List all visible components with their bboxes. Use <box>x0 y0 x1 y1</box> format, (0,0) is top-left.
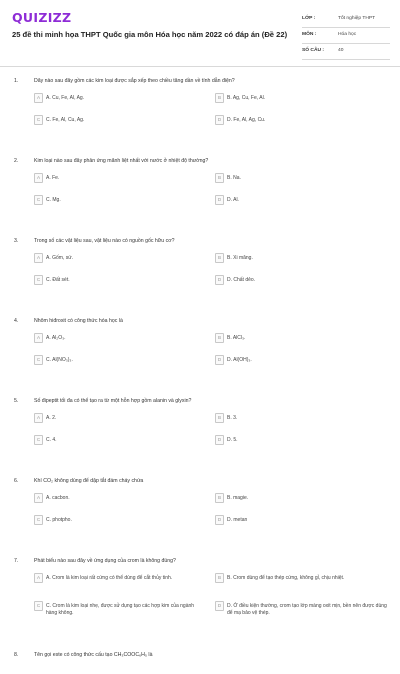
option-text: A. Al₂O₃. <box>46 335 66 341</box>
question-number: 8. <box>14 652 19 658</box>
option-text: B. Xi măng. <box>227 255 253 261</box>
meta-label: MÔN : <box>302 32 317 37</box>
option-badge: B <box>215 253 224 263</box>
option-text: B. AlCl₃. <box>227 335 246 341</box>
option-badge: C <box>34 275 43 285</box>
option-badge: C <box>34 115 43 125</box>
option-badge: B <box>215 173 224 183</box>
question-list <box>0 78 400 674</box>
option-text: D. Fe, Al, Ag, Cu. <box>227 117 266 123</box>
option-badge: D <box>215 275 224 285</box>
option-badge: B <box>215 333 224 343</box>
option-badge: D <box>215 115 224 125</box>
meta-label: SỐ CÂU : <box>302 48 325 53</box>
option-text: C. Đất sét. <box>46 277 70 283</box>
option-text: D. Al. <box>227 197 239 203</box>
question-number: 1. <box>14 78 19 84</box>
option-text: C. photpho. <box>46 517 72 523</box>
option-text: C. 4. <box>46 437 57 443</box>
option-text: C. Al(NO₃)₃. <box>46 357 73 363</box>
question-number: 5. <box>14 398 19 404</box>
option-badge: B <box>215 93 224 103</box>
question-text: Kim loại nào sau đây phản ứng mãnh liệt nhất với nước ở nhiệt độ thường? <box>34 158 209 164</box>
quizizz-logo: QUIZIZZ <box>12 10 72 25</box>
option-text: D. metan <box>227 517 248 523</box>
meta-label: LỚP : <box>302 16 316 21</box>
meta-table <box>302 12 390 60</box>
question-2 <box>0 158 400 228</box>
option-text: D. 5. <box>227 437 238 443</box>
question-number: 6. <box>14 478 19 484</box>
option-badge: D <box>215 601 224 611</box>
meta-value: Tốt nghiệp THPT <box>338 16 376 21</box>
meta-value: Hóa học <box>338 32 357 37</box>
option-text: A. Cu, Fe, Al, Ag. <box>46 95 85 101</box>
option-badge: D <box>215 195 224 205</box>
question-text: Nhôm hiđroxit có công thức hóa học là <box>34 318 123 324</box>
question-8 <box>0 652 400 664</box>
option-badge: B <box>215 493 224 503</box>
option-text: A. Fe. <box>46 175 60 181</box>
option-text: B. Crom dùng để tạo thép cứng, không gỉ, chịu nhiệt. <box>227 575 345 581</box>
question-6 <box>0 478 400 548</box>
option-badge: D <box>215 435 224 445</box>
option-badge: A <box>34 413 43 423</box>
question-text: Số đipeptit tối đa có thể tạo ra từ một hỗn hợp gồm alanin và glyxin? <box>34 398 192 404</box>
option-badge: C <box>34 515 43 525</box>
question-text: Trong số các vật liệu sau, vật liệu nào có nguồn gốc hữu cơ? <box>34 238 175 244</box>
option-badge: C <box>34 195 43 205</box>
question-4 <box>0 318 400 388</box>
option-text: A. Crom là kim loại rất cứng có thể dùng để cắt thủy tinh. <box>46 575 173 581</box>
meta-value: 40 <box>338 48 344 53</box>
option-badge: A <box>34 253 43 263</box>
meta-row-class <box>302 12 390 28</box>
option-text: C. Fe, Al, Cu, Ag. <box>46 117 85 123</box>
question-number: 2. <box>14 158 19 164</box>
option-text: C. Mg. <box>46 197 61 203</box>
question-number: 4. <box>14 318 19 324</box>
question-5 <box>0 398 400 468</box>
option-text: B. Na. <box>227 175 241 181</box>
question-3 <box>0 238 400 308</box>
document-title: 25 đề thi minh họa THPT Quốc gia môn Hóa học năm 2022 có đáp án (Đề 22) <box>12 30 288 39</box>
header-divider <box>0 66 400 67</box>
option-badge: A <box>34 173 43 183</box>
meta-row-count <box>302 44 390 60</box>
option-text: B. Ag, Cu, Fe, Al. <box>227 95 266 101</box>
option-text: A. Gốm, sứ. <box>46 255 73 261</box>
question-1 <box>0 78 400 148</box>
question-number: 7. <box>14 558 19 564</box>
option-text: D. Ở điều kiện thường, crom tạo lớp màng oxit mịn, bền nên được dùng để mạ bảo vệ thép. <box>227 603 387 616</box>
option-text: A. 2. <box>46 415 57 421</box>
question-text: Phát biểu nào sau đây về ứng dụng của crom là không đúng? <box>34 558 176 564</box>
option-text: B. magie. <box>227 495 249 501</box>
question-number: 3. <box>14 238 19 244</box>
question-text: Tên gọi este có công thức cấu tạo CH₃COOC₆H₅ là <box>34 652 153 658</box>
option-badge: B <box>215 573 224 583</box>
option-badge: A <box>34 573 43 583</box>
option-text: D. Al(OH)₃. <box>227 357 252 363</box>
option-text: D. Chất dẻo. <box>227 277 256 283</box>
option-text: C. Crom là kim loại nhẹ, được sử dụng tạo các hợp kim của ngành hàng không. <box>46 603 195 616</box>
option-text: B. 3. <box>227 415 238 421</box>
option-badge: D <box>215 515 224 525</box>
option-badge: D <box>215 355 224 365</box>
option-badge: A <box>34 333 43 343</box>
option-badge: B <box>215 413 224 423</box>
question-text: Dãy nào sau đây gồm các kim loại được sắp xếp theo chiều tăng dần về tính dẫn điện? <box>34 78 235 84</box>
question-7 <box>0 558 400 642</box>
option-badge: C <box>34 435 43 445</box>
option-badge: A <box>34 93 43 103</box>
option-badge: C <box>34 355 43 365</box>
document-header <box>0 0 400 62</box>
option-text: A. cacbon. <box>46 495 70 501</box>
option-badge: A <box>34 493 43 503</box>
meta-row-subject <box>302 28 390 44</box>
option-badge: C <box>34 601 43 611</box>
question-text: Khí CO₂ không dùng để dập tắt đám cháy chứa <box>34 478 144 484</box>
